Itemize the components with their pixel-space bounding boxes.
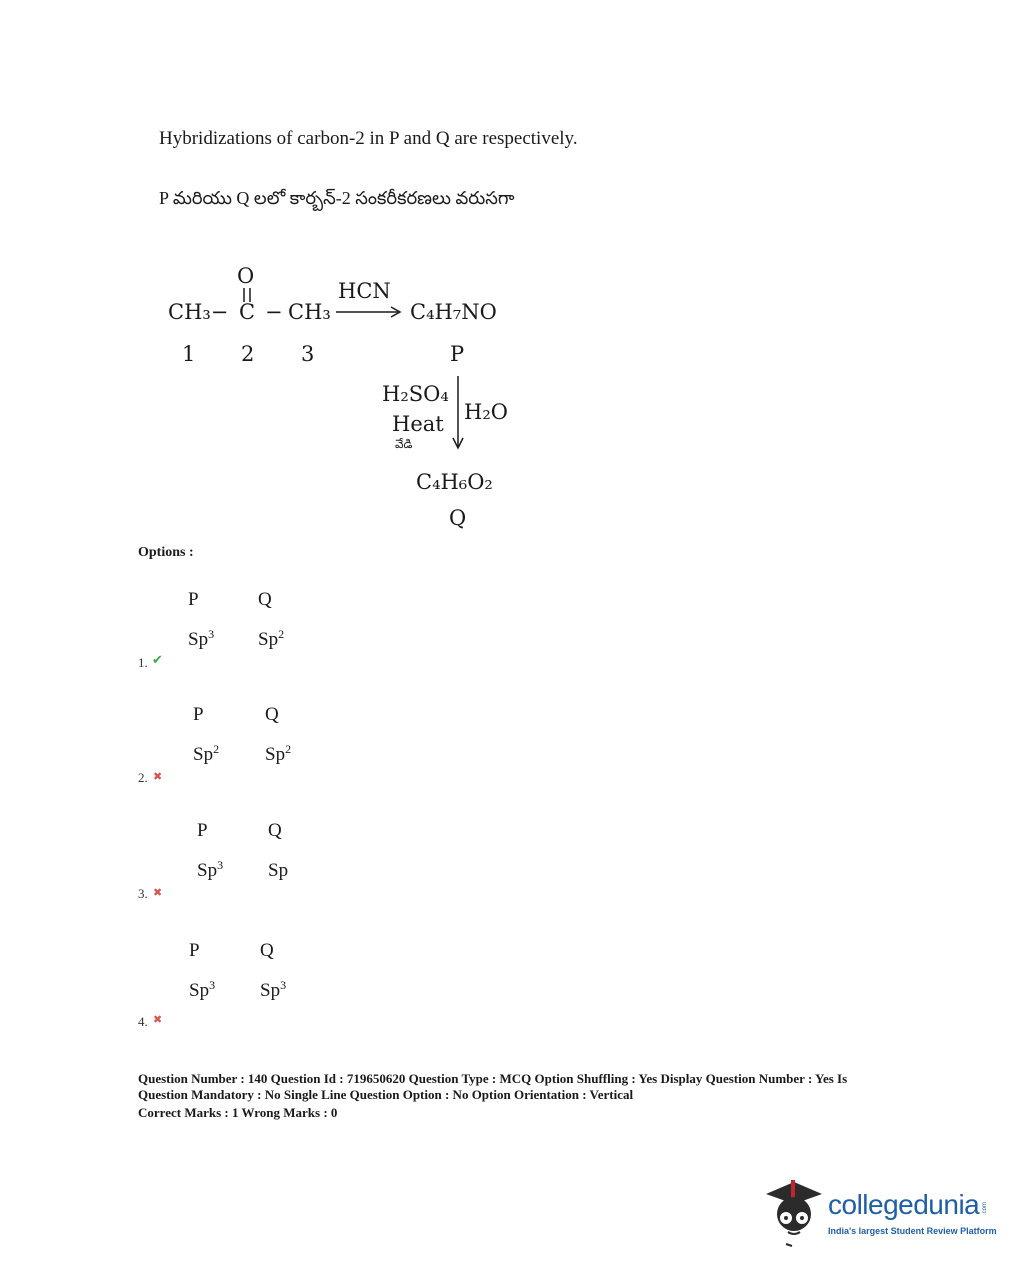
option-q-value: Sp$^2$: [265, 742, 292, 765]
reagent-h2o: H₂O: [464, 400, 508, 424]
ch3-left: CH₃−: [168, 300, 229, 324]
logo-suffix: .com: [982, 1201, 988, 1215]
option-number: 1.: [138, 655, 148, 670]
logo-tagline: India's largest Student Review Platform: [828, 1226, 997, 1236]
question-meta-line-3: Correct Marks : 1 Wrong Marks : 0: [138, 1105, 338, 1120]
logo-name: collegedunia: [828, 1189, 980, 1220]
option-q-value: Sp: [268, 860, 289, 881]
option-p-value: Sp$^2$: [193, 742, 220, 765]
question-meta-line-1: Question Number : 140 Question Id : 719650620 Question Type : MCQ Option Shuffling : Yes Display Question Number : Yes Is: [138, 1071, 848, 1086]
correct-check-icon: ✔: [152, 653, 163, 668]
option-p-header: P: [197, 820, 208, 841]
option-p-header: P: [188, 589, 199, 610]
reagent-h2so4: H₂SO₄: [382, 382, 449, 406]
carbon-number-2: 2: [241, 342, 255, 366]
wrong-cross-icon: ✖: [153, 770, 163, 783]
option-number: 3.: [138, 886, 148, 901]
option-q-header: Q: [260, 940, 274, 961]
product-q-formula: C₄H₆O₂: [416, 470, 493, 494]
option-p-header: P: [193, 704, 204, 725]
option-number: 2.: [138, 770, 148, 785]
reagent-heat-telugu: వేడి: [395, 437, 413, 451]
label-q: Q: [449, 506, 467, 530]
wrong-cross-icon: ✖: [153, 886, 163, 899]
option-p-value: Sp$^3$: [188, 627, 215, 650]
question-meta-line-2: Question Mandatory : No Single Line Question Option : No Option Orientation : Vertical: [138, 1087, 634, 1102]
option-p-header: P: [189, 940, 200, 961]
product-p-formula: C₄H₇NO: [410, 300, 497, 324]
bond-dash: −: [265, 300, 283, 324]
reaction-arrow-right: [336, 305, 404, 319]
option-q-value: Sp$^2$: [258, 627, 285, 650]
reagent-hcn: HCN: [338, 279, 391, 303]
ch3-right: CH₃: [288, 300, 331, 324]
reagent-heat: Heat: [392, 412, 444, 436]
carbonyl-oxygen: O: [237, 264, 255, 288]
question-text-telugu: P మరియు Q లలో కార్బన్-2 సంకరీకరణలు వరుసగా: [159, 188, 515, 208]
carbonyl-carbon: C: [239, 300, 256, 324]
option-q-header: Q: [268, 820, 282, 841]
option-number: 4.: [138, 1014, 148, 1029]
option-p-value: Sp$^3$: [197, 858, 224, 881]
carbon-number-3: 3: [301, 342, 315, 366]
option-q-value: Sp$^3$: [260, 978, 287, 1001]
option-p-value: Sp$^3$: [189, 978, 216, 1001]
wrong-cross-icon: ✖: [153, 1013, 163, 1026]
carbon-number-1: 1: [182, 342, 196, 366]
student-mascot-icon: [764, 1176, 826, 1248]
option-q-header: Q: [265, 704, 279, 725]
option-q-header: Q: [258, 589, 272, 610]
options-label: Options :: [138, 545, 194, 560]
question-text-english: Hybridizations of carbon-2 in P and Q are respectively.: [159, 128, 578, 149]
label-p: P: [450, 342, 465, 366]
